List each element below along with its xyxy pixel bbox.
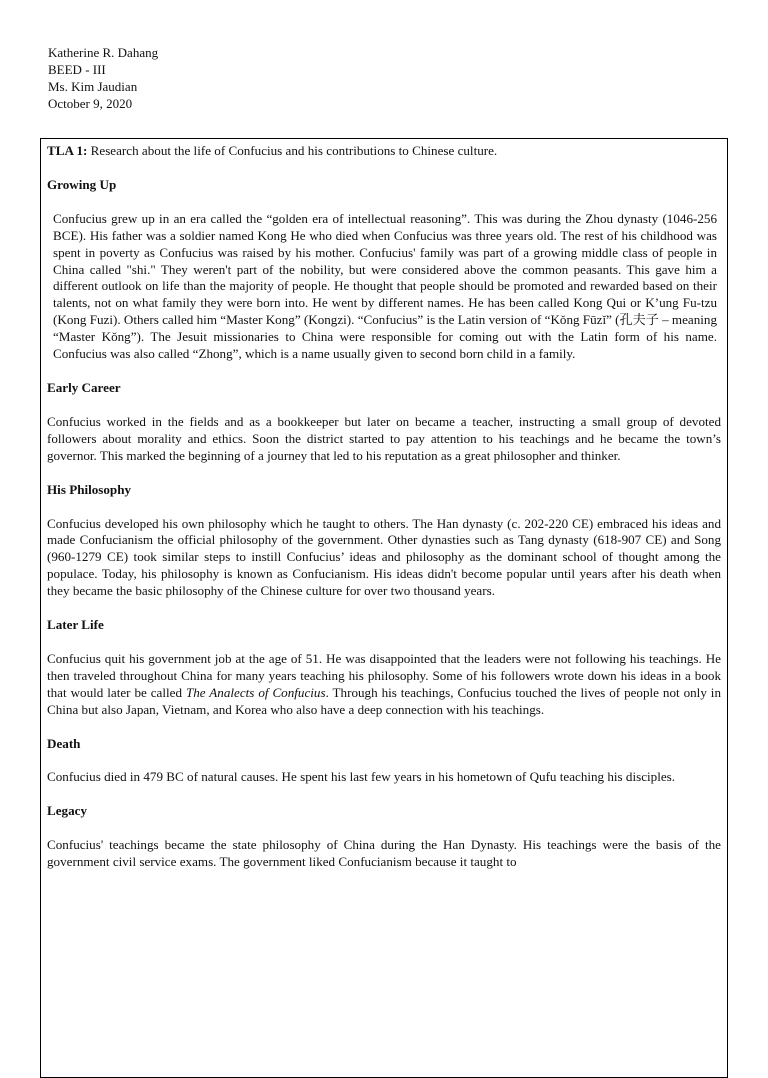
instructor-name: Ms. Kim Jaudian	[48, 79, 138, 94]
later-life-text-start: Confucius quit his government job at the age of 51. He was disappointed that the leaders were not following his teachings. He then traveled throughout China for many years teaching his philosophy. Some of his followers wrote down his ideas in a book that would later be called	[47, 650, 721, 700]
section-body-early-career: Confucius worked in the fields and as a bookkeeper but later on became a teacher, instructing a small group of devoted followers about morality and ethics. Soon the district started to pay attention to his teachings and he became the town’s governor. This marked the beginning of a journey that led to his reputation as a great philosopher and thinker.	[47, 413, 721, 463]
section-body-death: Confucius died in 479 BC of natural causes. He spent his last few years in his hometown of Qufu teaching his disciples.	[47, 769, 676, 785]
section-heading-early-career: Early Career	[47, 379, 121, 395]
student-name: Katherine R. Dahang	[48, 45, 159, 60]
document-header	[48, 44, 158, 112]
section-body-legacy: Confucius' teachings became the state philosophy of China during the Han Dynasty. His teachings were the basis of the government civil service exams. The government liked Confucianism because it taught to	[47, 837, 721, 870]
later-life-text-end: . Through his teachings, Confucius touched the lives of people not only in China but also Japan, Vietnam, and Korea who also have a deep connection with his teachings.	[47, 684, 721, 717]
section-heading-legacy: Legacy	[47, 803, 87, 819]
task-text: Research about the life of Confucius and his contributions to Chinese culture.	[87, 143, 498, 158]
section-body-philosophy: Confucius developed his own philosophy which he taught to others. The Han dynasty (c. 202-220 CE) embraced his ideas and made Confucianism the official philosophy of the government. Other dynasties such as Tang dynasty (618-907 CE) and Song (960-1279 CE) took similar steps to instill Confucius’ ideas and philosophy as the dominant school of thought among the populace. Today, his philosophy is known as Confucianism. His ideas didn't become popular until years after his death when they became the basic philosophy of the Chinese culture for over two thousand years.	[47, 515, 721, 599]
task-prompt	[47, 143, 721, 160]
course-label: BEED - III	[48, 62, 106, 77]
assignment-box	[40, 138, 728, 1078]
section-body-later-life	[47, 651, 721, 719]
section-heading-death: Death	[47, 735, 81, 751]
document-date: October 9, 2020	[48, 96, 133, 111]
book-title: The Analects of Confucius	[185, 684, 326, 700]
section-heading-philosophy: His Philosophy	[47, 481, 132, 497]
section-heading-later-life: Later Life	[47, 617, 104, 633]
task-label: TLA 1:	[47, 143, 88, 158]
section-body-growing-up: Confucius grew up in an era called the “golden era of intellectual reasoning”. This was during the Zhou dynasty (1046-256 BCE). His father was a soldier named Kong He who died when Confucius was three years old. The rest of his childhood was spent in poverty as Confucius was raised by his mother. Confucius' family was part of a growing middle class of people in China called "shi." They weren't part of the nobility, but were considered above the common peasants. This gave him a different outlook on life than the majority of people. He thought that people should be promoted and rewarded based on their talents, not on what family they were born into. He went by different names. He has been called Kong Qui or K’ung Fu-tzu (Kong Fuzi). Others called him “Master Kong” (Kongzi). “Confucius” is the Latin version of “Kǒng Fūzǐ” (孔夫子 – meaning “Master Kǒng”). The Jesuit missionaries to China were responsible for coming out with the Latin form of his name. Confucius was also called “Zhong”, which is a name usually given to second born child in a family.	[53, 210, 717, 362]
section-heading-growing-up: Growing Up	[47, 176, 117, 192]
